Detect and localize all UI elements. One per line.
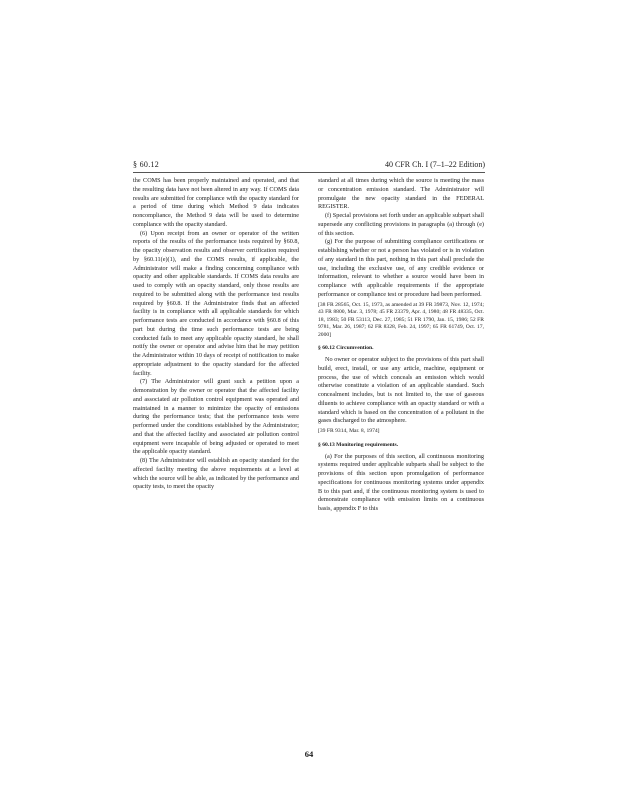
page-number: 64 (304, 749, 314, 759)
header-section-number: § 60.12 (133, 160, 160, 169)
paragraph: (f) Special provisions set forth under an applicable subpart shall supersede any conflicting provisions in paragraphs (a) through (e) of this section. (318, 212, 484, 237)
paragraph: (7) The Administrator will grant such a petition upon a demonstration by the owner or operator that the affected facility and associated air pollution control equipment was operated and maintained in a manner to minimize the opacity of emissions during the performance tests; that the performance tests were performed under the conditions established by the Administrator; and that the affected facility and associated air pollution control equipment were incapable of being adjusted or operated to meet the applicable opacity standard. (133, 378, 299, 456)
section-heading: § 60.12 Circumvention. (318, 345, 374, 352)
section-heading: § 60.13 Monitoring requirements. (318, 441, 399, 448)
paragraph: (g) For the purpose of submitting compliance certifications or establishing whether or not a person has violated or is in violation of any standard in this part, nothing in this part shall preclude the use, including the exclusive use, of any credible evidence or information, relevant to whether a source would have been in compliance with applicable requirements if the appropriate performance or compliance test or procedure had been performed. (318, 238, 484, 298)
paragraph: (a) For the purposes of this section, all continuous monitoring systems required under applicable subparts shall be subject to the provisions of this section upon promulgation of performance specifications for continuous monitoring systems under appendix B to this part and, if the continuous monitoring system is used to demonstrate compliance with emission limits on a continuous basis, appendix F to this (318, 452, 484, 513)
paragraph: standard at all times during which the source is meeting the mass or concentration emission standard. The Administrator will promulgate the new opacity standard in the FEDERAL REGISTER. (318, 177, 484, 211)
paragraph: (6) Upon receipt from an owner or operator of the written reports of the results of the performance tests required by §60.8, the opacity observation results and observer certification required by §60.11(e)(1), and the COMS results, if applicable, the Administrator will make a finding concerning compliance with opacity and other applicable standards. If COMS data results are used to comply with an opacity standard, only those results are required to be submitted along with the performance test results required by §60.8. If the Administrator finds that an affected facility is in compliance with all applicable standards for which performance tests are conducted in accordance with §60.8 of this part but during the time such performance tests are being conducted fails to meet any applicable opacity standard, he shall notify the owner or operator and advise him that he may petition the Administrator within 10 days of receipt of notification to make appropriate adjustment to the opacity standard for the affected facility. (133, 229, 299, 377)
source-citation: [38 FR 28565, Oct. 15, 1973, as amended at 39 FR 39873, Nov. 12, 1974; 43 FR 8800, Mar. 3, 1978; 45 FR 23379, Apr. 4, 1980; 48 FR 48335, Oct. 18, 1983; 50 FR 53113, Dec. 27, 1985; 51 FR 1790, Jan. 15, 1986; 52 FR 9781, Mar. 26, 1987; 62 FR 8328, Feb. 24, 1997; 65 FR 61749, Oct. 17, 2000] (318, 301, 484, 338)
paragraph: No owner or operator subject to the provisions of this part shall build, erect, install, or use any article, machine, equipment or process, the use of which conceals an emission which would otherwise constitute a violation of an applicable standard. Such concealment includes, but is not limited to, the use of gaseous diluents to achieve compliance with an opacity standard or with a standard which is based on the concentration of a pollutant in the gases discharged to the atmosphere. (318, 356, 484, 425)
header-cfr-title: 40 CFR Ch. I (7–1–22 Edition) (384, 160, 485, 169)
right-text-column (318, 177, 484, 514)
header-rule (133, 172, 485, 173)
paragraph: the COMS has been properly maintained and operated, and that the resulting data have not been altered in any way. If COMS data results are submitted for compliance with the opacity standard for a period of time during which Method 9 data indicates noncompliance, the Method 9 data will be used to determine compliance with the opacity standard. (133, 177, 299, 228)
running-header (133, 155, 485, 169)
left-text-column (133, 177, 299, 492)
paragraph: (8) The Administrator will establish an opacity standard for the affected facility meeting the above requirements at a level at which the source will be able, as indicated by the performance and opacity tests, to meet the opacity (133, 457, 299, 491)
source-citation: [39 FR 9314, Mar. 8, 1974] (318, 428, 380, 435)
